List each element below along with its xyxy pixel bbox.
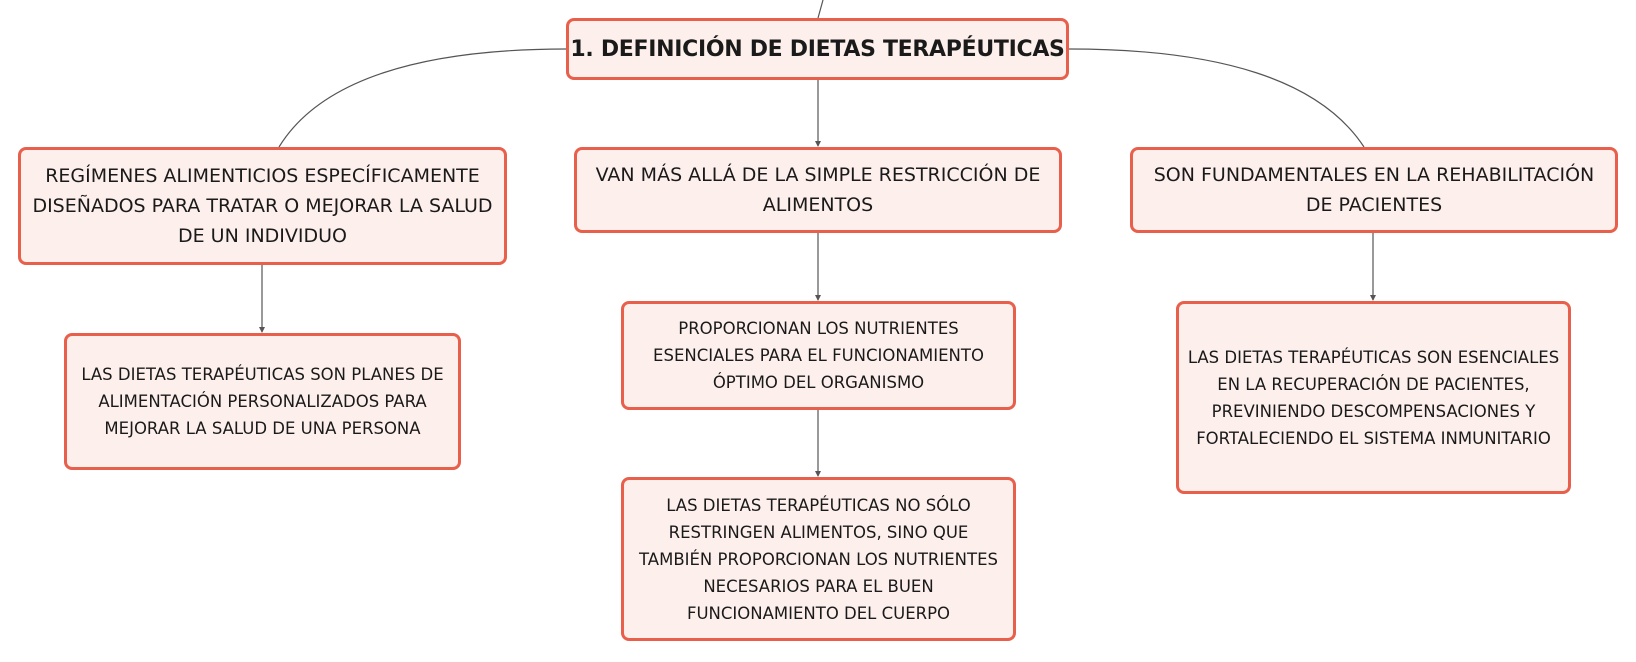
subtopic-node-nutrientes-esenciales[interactable] bbox=[621, 301, 1016, 410]
subtopic-label-recuperacion-pacientes: LAS DIETAS TERAPÉUTICAS SON ESENCIALES EN LA RECUPERACIÓN DE PACIENTES, PREVINIENDO DESCOMPENSACIONES Y FORTALECIENDO EL SISTEMA INMUNITARIO bbox=[1187, 347, 1560, 448]
branch-node-rehabilitacion[interactable] bbox=[1130, 147, 1618, 233]
subtopic-node-planes-personalizados[interactable] bbox=[64, 333, 461, 470]
branch-node-regimenes[interactable] bbox=[18, 147, 507, 265]
branch-label-rehabilitacion: SON FUNDAMENTALES EN LA REHABILITACIÓN DE PACIENTES bbox=[1153, 164, 1595, 216]
subtopic-label-planes-personalizados: LAS DIETAS TERAPÉUTICAS SON PLANES DE ALIMENTACIÓN PERSONALIZADOS PARA MEJORAR LA SALUD DE UNA PERSONA bbox=[81, 365, 444, 438]
subtopic-node-recuperacion-pacientes[interactable] bbox=[1176, 301, 1571, 494]
connector-root-to-left-branch bbox=[279, 49, 566, 147]
branch-label-restriccion: VAN MÁS ALLÁ DE LA SIMPLE RESTRICCIÓN DE ALIMENTOS bbox=[595, 164, 1041, 216]
subtopic-label-no-solo-restringen: LAS DIETAS TERAPÉUTICAS NO SÓLO RESTRINGEN ALIMENTOS, SINO QUE TAMBIÉN PROPORCIONAN LOS NUTRIENTES NECESARIOS PARA EL BUEN FUNCIONAMIENTO DEL CUERPO bbox=[639, 495, 998, 623]
subtopic-node-no-solo-restringen[interactable] bbox=[621, 477, 1016, 641]
root-topic-label: 1. DEFINICIÓN DE DIETAS TERAPÉUTICAS bbox=[570, 36, 1065, 62]
connector-incoming-root bbox=[818, 0, 823, 18]
connector-root-to-right-branch bbox=[1069, 49, 1364, 147]
branch-node-restriccion[interactable] bbox=[574, 147, 1062, 233]
subtopic-label-nutrientes-esenciales: PROPORCIONAN LOS NUTRIENTES ESENCIALES PARA EL FUNCIONAMIENTO ÓPTIMO DEL ORGANISMO bbox=[653, 319, 984, 392]
branch-label-regimenes: REGÍMENES ALIMENTICIOS ESPECÍFICAMENTE DISEÑADOS PARA TRATAR O MEJORAR LA SALUD DE UN INDIVIDUO bbox=[32, 165, 493, 247]
root-topic-node[interactable] bbox=[566, 18, 1069, 80]
